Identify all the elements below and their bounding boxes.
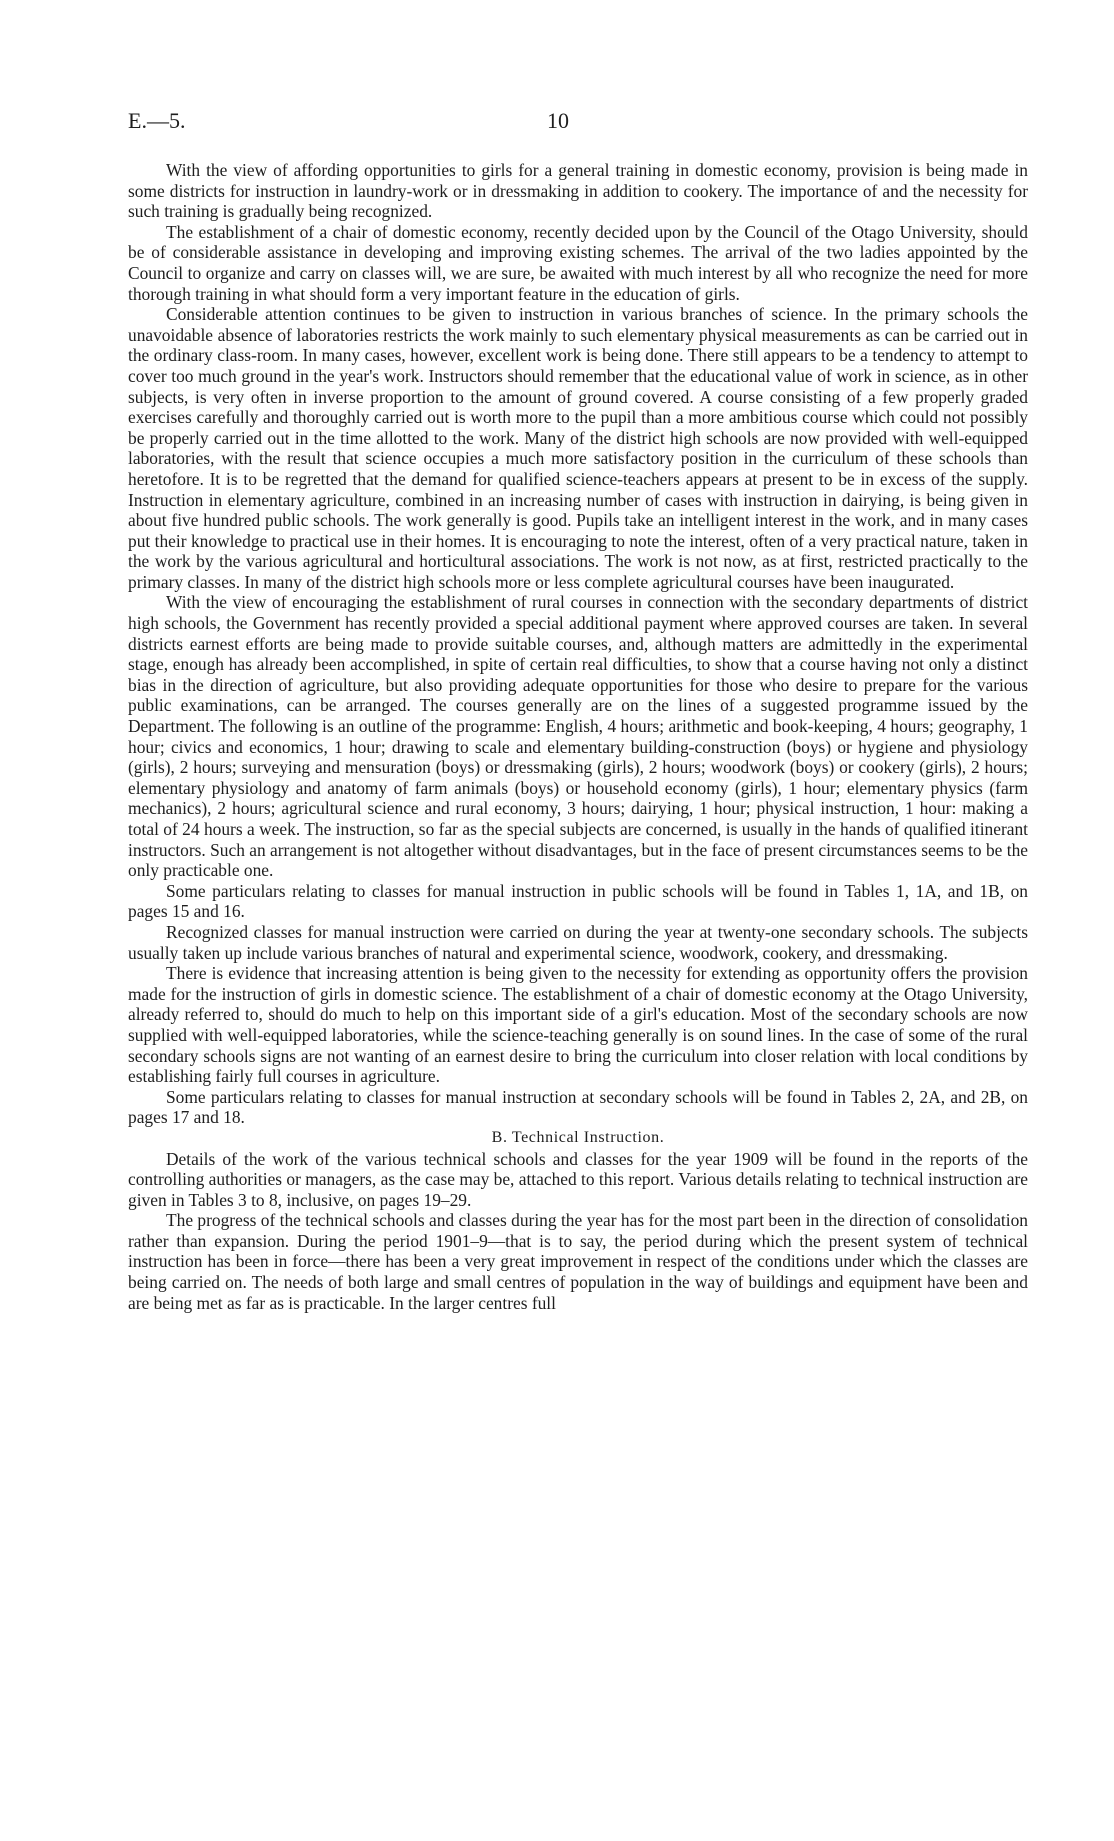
paragraph: The progress of the technical schools and classes during the year has for the most part been in the direction of consolidation rather than expansion. During the period 1901–9—that is to say, the period during which the present system of technical instruction has been in force—there has been a very great improvement in respect of the conditions under which the classes are being carried on. The needs of both large and small centres of population in the way of buildings and equipment have been and are being met as far as is practicable. In the larger centres full (128, 1210, 1028, 1313)
document-reference: E.—5. (128, 108, 186, 133)
paragraph: With the view of affording opportunities to girls for a general training in domestic economy, provision is being made in some districts for instruction in laundry-work or in dressmaking in addition to cookery. The importance of and the necessity for such training is gradually being recognized. (128, 160, 1028, 222)
page-header (128, 108, 1028, 138)
section-heading: B. Technical Instruction. (491, 1128, 665, 1146)
paragraph: The establishment of a chair of domestic economy, recently decided upon by the Council of the Otago University, should be of considerable assistance in developing and improving existing schemes. The arrival of the two ladies appointed by the Council to organize and carry on classes will, we are sure, be awaited with much interest by all who recognize the need for more thorough training in what should form a very important feature in the education of girls. (128, 221, 1028, 304)
page-number: 10 (547, 108, 569, 133)
paragraph: Some particulars relating to classes for manual instruction in public schools will be found in Tables 1, 1A, and 1B, on pages 15 and 16. (128, 880, 1028, 922)
paragraph: Considerable attention continues to be given to instruction in various branches of science. In the primary schools the unavoidable absence of laboratories restricts the work mainly to such elementary physical measurements as can be carried out in the ordinary class-room. In many cases, however, excellent work is being done. There still appears to be a tendency to attempt to cover too much ground in the year's work. Instructors should remember that the educational value of work in science, as in other subjects, is very often in inverse proportion to the amount of ground covered. A course consisting of a few properly graded exercises carefully and thoroughly carried out is worth more to the pupil than a more ambitious course which could not possibly be properly carried out in the time allotted to the work. Many of the district high schools are now provided with well-equipped laboratories, with the result that science occupies a much more satisfactory position in the curriculum of these schools than heretofore. It is to be regretted that the demand for qualified science-teachers appears at present to be in excess of the supply. Instruction in elementary agriculture, combined in an increasing number of cases with instruction in dairying, is being given in about five hundred public schools. The work generally is good. Pupils take an intelligent interest in the work, and in many cases put their knowledge to practical use in their homes. It is encouraging to note the interest, often of a very practical nature, taken in the work by the various agricultural and horticultural associations. The work is not now, as at first, restricted practically to the primary classes. In many of the district high schools more or less complete agricultural courses have been inaugurated. (128, 304, 1028, 592)
paragraph: With the view of encouraging the establishment of rural courses in connection with the secondary departments of district high schools, the Government has recently provided a special additional payment where approved courses are taken. In several districts earnest efforts are being made to provide suitable courses, and, although matters are admittedly in the experimental stage, enough has already been accomplished, in spite of certain real difficulties, to show that a course having not only a distinct bias in the direction of agriculture, but also providing adequate opportunities for those who desire to prepare for the various public examinations, can be arranged. The courses generally are on the lines of a suggested programme issued by the Department. The following is an outline of the programme: English, 4 hours; arithmetic and book-keeping, 4 hours; geography, 1 hour; civics and economics, 1 hour; drawing to scale and elementary building-construction (boys) or hygiene and physiology (girls), 2 hours; surveying and mensuration (boys) or dressmaking (girls), 2 hours; woodwork (boys) or cookery (girls), 2 hours; elementary physiology and anatomy of farm animals (boys) or household economy (girls), 1 hour; elementary physics (farm mechanics), 2 hours; agricultural science and rural economy, 3 hours; dairying, 1 hour; physical instruction, 1 hour: making a total of 24 hours a week. The instruction, so far as the special subjects are concerned, is usually in the hands of qualified itinerant instructors. Such an arrangement is not altogether without disadvantages, but in the face of present circumstances seems to be the only practicable one. (128, 592, 1028, 881)
paragraph: Recognized classes for manual instruction were carried on during the year at twenty-one secondary schools. The subjects usually taken up include various branches of natural and experimental science, woodwork, cookery, and dressmaking. (128, 921, 1028, 963)
paragraph: Details of the work of the various technical schools and classes for the year 1909 will be found in the reports of the controlling authorities or managers, as the case may be, attached to this report. Various details relating to technical instruction are given in Tables 3 to 8, inclusive, on pages 19–29. (128, 1148, 1028, 1210)
paragraph: There is evidence that increasing attention is being given to the necessity for extending as opportunity offers the provision made for the instruction of girls in domestic science. The establishment of a chair of domestic economy at the Otago University, already referred to, should do much to help on this important side of a girl's education. Most of the secondary schools are now supplied with well-equipped laboratories, while the science-teaching generally is on sound lines. In the case of some of the rural secondary schools signs are not wanting of an earnest desire to bring the curriculum into closer relation with local conditions by establishing fairly full courses in agriculture. (128, 963, 1028, 1087)
paragraph: Some particulars relating to classes for manual instruction at secondary schools will be found in Tables 2, 2A, and 2B, on pages 17 and 18. (128, 1086, 1028, 1128)
body-text (128, 160, 1028, 1313)
